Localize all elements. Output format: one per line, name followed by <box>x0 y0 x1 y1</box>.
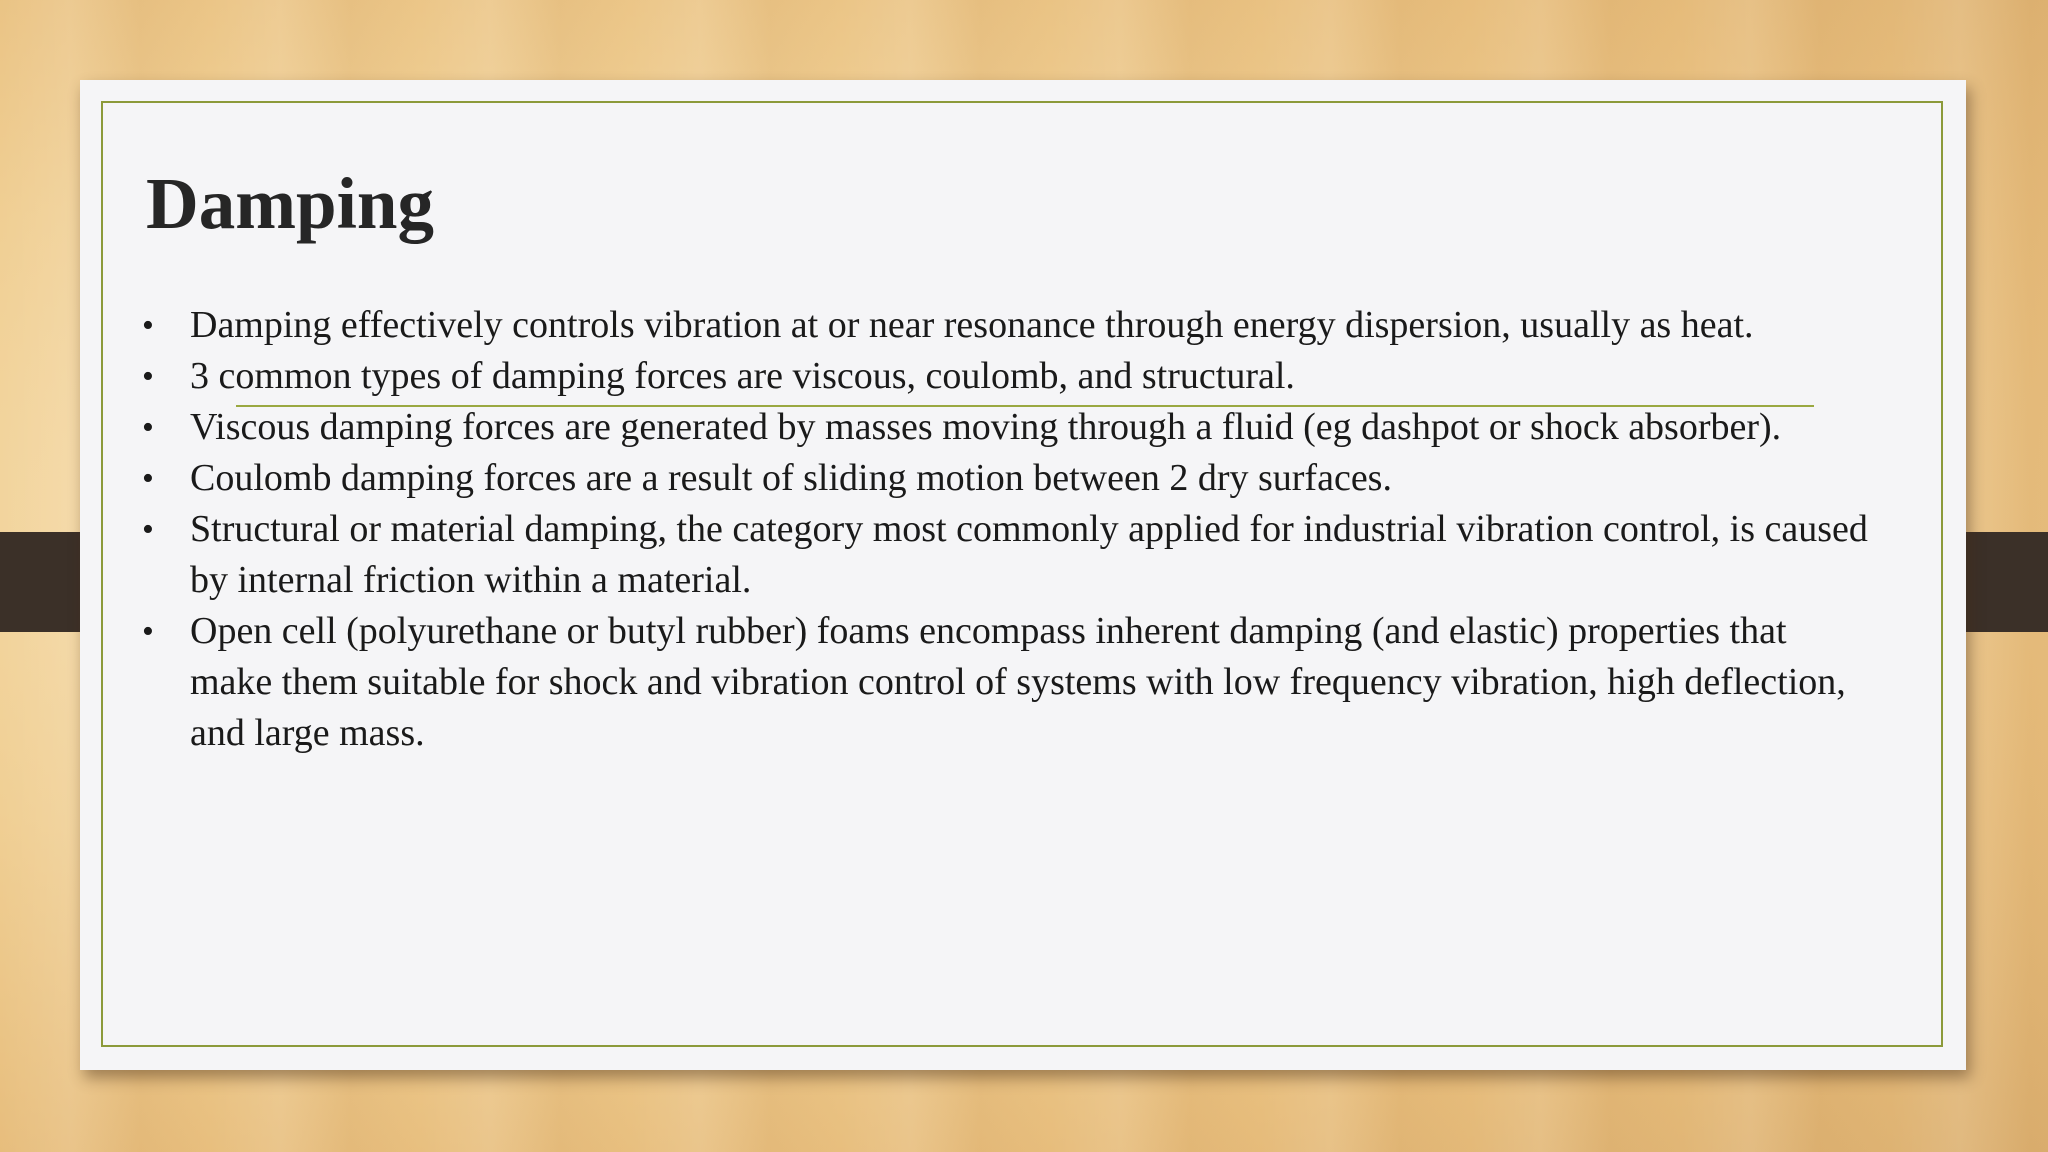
bullet-item <box>142 351 1872 402</box>
bullet-text: Structural or material damping, the category most commonly applied for industrial vibration control, is caused by internal friction within a material. <box>190 508 1868 601</box>
bullet-item <box>142 453 1872 504</box>
bullet-text: 3 common types of damping forces are viscous, coulomb, and structural. <box>190 355 1295 397</box>
bullet-item <box>142 402 1872 453</box>
bullet-text: Viscous damping forces are generated by masses moving through a fluid (eg dashpot or shock absorber). <box>190 406 1782 448</box>
bullet-dot-icon: • <box>142 613 154 650</box>
slide-title: Damping <box>146 163 435 244</box>
bullet-dot-icon: • <box>142 511 154 548</box>
bullet-dot-icon: • <box>142 358 154 395</box>
bullet-item <box>142 504 1872 606</box>
bullet-item <box>142 300 1872 351</box>
bullet-text: Damping effectively controls vibration at or near resonance through energy dispersion, usually as heat. <box>190 304 1754 346</box>
bullet-text: Open cell (polyurethane or butyl rubber) foams encompass inherent damping (and elastic) properties that make them suitable for shock and vibration control of systems with low frequency vibration, high deflection, and large mass. <box>190 610 1846 754</box>
bullet-text: Coulomb damping forces are a result of sliding motion between 2 dry surfaces. <box>190 457 1392 499</box>
bullet-dot-icon: • <box>142 409 154 446</box>
bullet-dot-icon: • <box>142 307 154 344</box>
bullet-list <box>142 300 1872 759</box>
bullet-item <box>142 606 1872 759</box>
bullet-dot-icon: • <box>142 460 154 497</box>
